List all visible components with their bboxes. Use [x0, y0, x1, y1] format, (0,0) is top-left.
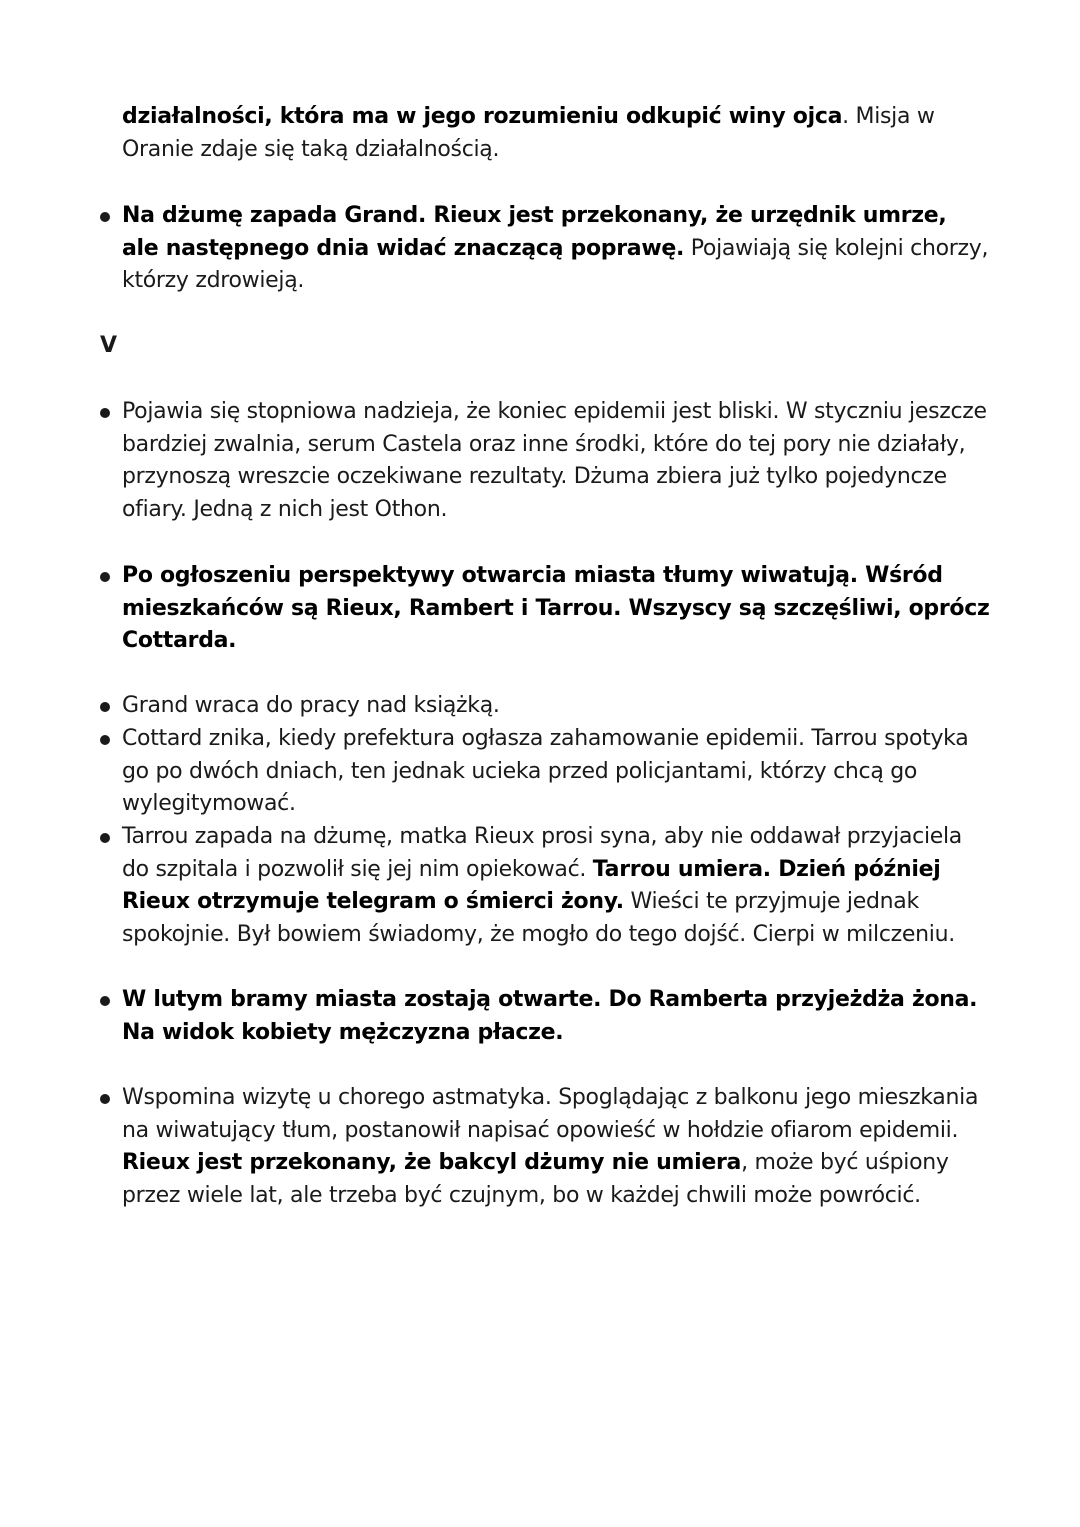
list-item — [100, 723, 990, 821]
bold-text: W lutym bramy miasta zostają otwarte. Do Ramberta przyjeżdża żona. Na widok kobiety mężczyzna płacze. — [122, 987, 978, 1045]
list-item-text: Pojawia się stopniowa nadzieja, że koniec epidemii jest bliski. W styczniu jeszcze bardziej zwalnia, serum Castela oraz inne środki, które do tej pory nie działały, przynoszą wreszcie oczekiwane rezultaty. Dżuma zbiera już tylko pojedyncze ofiary. Jedną z nich jest Othon. — [122, 399, 987, 522]
list-item-text — [122, 200, 990, 298]
list-item-text — [122, 821, 990, 951]
list-item — [100, 984, 990, 1049]
regular-text: Tarrou zapada na dżumę, matka Rieux prosi syna, aby nie oddawał przyjaciela do szpitala i pozwolił się jej nim opiekować. — [122, 824, 962, 882]
list-item — [100, 396, 990, 526]
bullet-icon — [100, 833, 110, 843]
regular-text: Pojawiają się kolejni chorzy, którzy zdrowieją. — [122, 235, 989, 294]
bullet-icon — [100, 735, 110, 745]
list-item — [100, 821, 990, 951]
regular-text: Wspomina wizytę u chorego astmatyka. Spoglądając z balkonu jego mieszkania na wiwatujący tłum, postanowił napisać opowieść w hołdzie ofiarom epidemii. — [122, 1085, 979, 1143]
list-item — [100, 1082, 990, 1212]
bullet-icon — [100, 1094, 110, 1104]
bullet-icon — [100, 702, 110, 712]
list-item — [100, 690, 990, 723]
paragraph-text — [122, 101, 990, 166]
list-item-text: Cottard znika, kiedy prefektura ogłasza zahamowanie epidemii. Tarrou spotyka go po dwóch dniach, ten jednak ucieka przed policjantami, którzy chcą go wylegitymować. — [122, 726, 969, 817]
bold-text: Po ogłoszeniu perspektywy otwarcia miasta tłumy wiwatują. Wśród mieszkańców są Rieux, Rambert i Tarrou. Wszyscy są szczęśliwi, oprócz Cottarda. — [122, 563, 990, 654]
paragraph-continuation — [100, 101, 990, 166]
section-heading: V — [100, 333, 118, 358]
bullet-icon — [100, 572, 110, 582]
bold-text: Rieux jest przekonany, że bakcyl dżumy nie umiera — [122, 1150, 742, 1176]
bold-text: Na dżumę zapada Grand. Rieux jest przekonany, że urzędnik umrze, ale następnego dnia widać znaczącą poprawę. — [122, 203, 947, 261]
bullet-icon — [100, 408, 110, 418]
bold-text: Tarrou umiera. Dzień później Rieux otrzymuje telegram o śmierci żony. — [122, 856, 941, 915]
regular-text: . Misja w Oranie zdaje się taką działalnością. — [122, 104, 935, 162]
list-item — [100, 560, 990, 658]
regular-text: , może być uśpiony przez wiele lat, ale trzeba być czujnym, bo w każdej chwili może powrócić. — [122, 1150, 949, 1208]
list-item-text — [122, 1082, 990, 1212]
list-item-text: Grand wraca do pracy nad książką. — [122, 693, 500, 718]
bullet-icon — [100, 212, 110, 222]
bullet-icon — [100, 996, 110, 1006]
regular-text: Wieści te przyjmuje jednak spokojnie. Był bowiem świadomy, że mogło do tego dojść. Cierpi w milczeniu. — [122, 889, 955, 947]
bold-text: działalności, która ma w jego rozumieniu odkupić winy ojca — [122, 104, 843, 129]
list-item — [100, 200, 990, 298]
list-item-text — [122, 984, 990, 1049]
list-item-text — [122, 560, 990, 658]
